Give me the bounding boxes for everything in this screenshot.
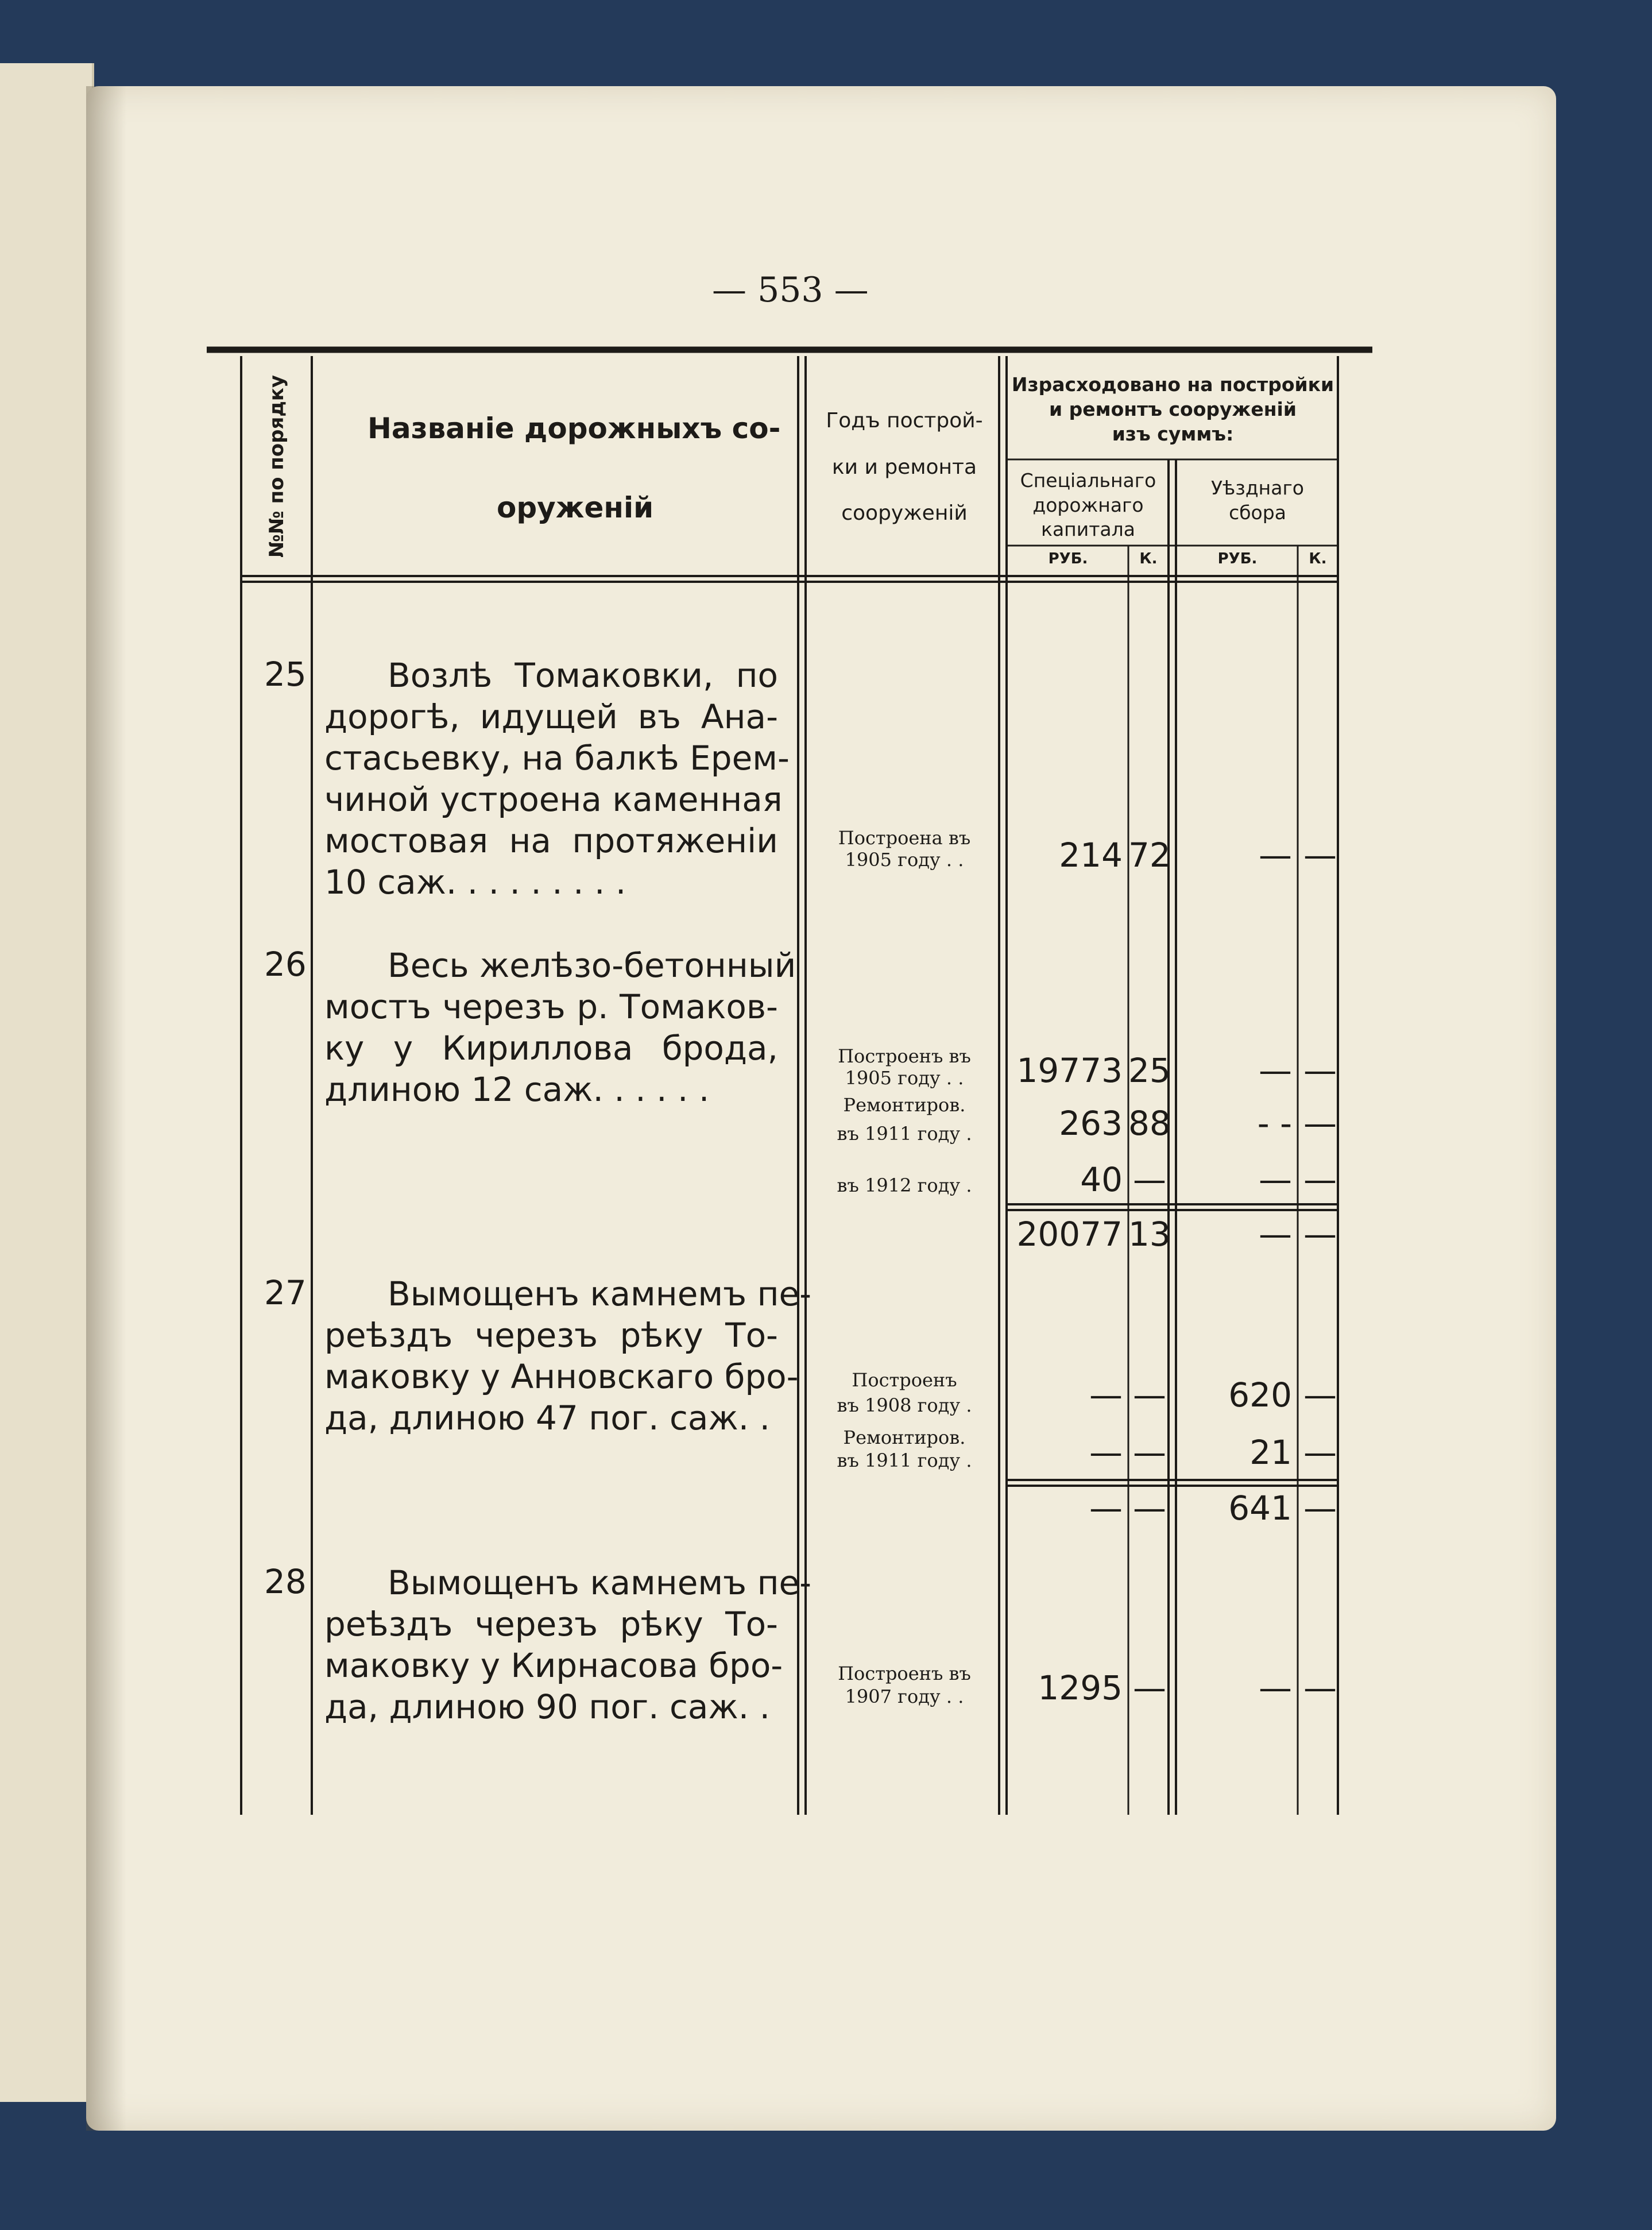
row-26-total-special-rub: 20077 xyxy=(1016,1215,1123,1254)
row-26-entry3-special-kop: — xyxy=(1133,1160,1166,1199)
row-27-number: 27 xyxy=(264,1273,307,1312)
page-number: — 553 — xyxy=(712,270,869,310)
row-27-name-line2: реѣздъ черезъ рѣку То- xyxy=(324,1316,778,1355)
header-rub-district: РУБ. xyxy=(1217,550,1258,567)
row-28-number: 28 xyxy=(264,1562,307,1601)
row-27-total-district-kop: — xyxy=(1303,1489,1337,1528)
row-26-entry3-year-line1: въ 1912 году . xyxy=(837,1174,972,1196)
row-26-entry3-district-kop: — xyxy=(1303,1160,1337,1199)
row-28-year-line2: 1907 году . . xyxy=(845,1686,964,1707)
row-25-name-line5: мостовая на протяженіи xyxy=(324,821,778,860)
row-27-name-line1: Вымощенъ камнемъ пе- xyxy=(388,1274,812,1313)
header-col-number: №№ по порядку xyxy=(265,374,288,558)
row-28-special-rub: 1295 xyxy=(1038,1668,1123,1707)
header-special-line3: капитала xyxy=(1041,518,1135,540)
row-25-name-line2: дорогѣ, идущей въ Ана- xyxy=(324,697,778,736)
header-col-year-line2: ки и ремонта xyxy=(831,455,977,479)
row-26-total-district-kop: — xyxy=(1303,1215,1337,1254)
row-27-entry2-district-kop: — xyxy=(1303,1433,1337,1472)
row-25-special-rub: 214 xyxy=(1059,836,1123,875)
row-27-total-district-rub: 641 xyxy=(1228,1489,1292,1528)
row-27-entry2-special-kop: — xyxy=(1133,1433,1166,1472)
row-26-entry1-district-rub: — xyxy=(1259,1051,1292,1090)
header-kop-special: К. xyxy=(1139,550,1158,567)
row-28-name-line2: реѣздъ черезъ рѣку То- xyxy=(324,1605,778,1644)
row-28-year-line1: Построенъ въ xyxy=(838,1663,971,1684)
row-27-entry1-district-rub: 620 xyxy=(1228,1375,1292,1414)
row-26-name-line4: длиною 12 саж. . . . . . xyxy=(324,1070,710,1109)
row-25-name-line4: чиной устроена каменная xyxy=(324,780,783,819)
row-27-entry1-special-kop: — xyxy=(1133,1375,1166,1414)
header-kop-district: К. xyxy=(1309,550,1327,567)
row-28-district-kop: — xyxy=(1303,1668,1337,1707)
row-26-entry1-special-kop: 25 xyxy=(1128,1051,1171,1090)
row-26-name-line1: Весь желѣзо-бетонный xyxy=(388,946,796,985)
row-25-name-line6: 10 саж. . . . . . . . . xyxy=(324,863,626,902)
header-spent-line2: и ремонтъ сооруженій xyxy=(1049,398,1297,420)
row-25-special-kop: 72 xyxy=(1128,836,1171,875)
header-district-line1: Уѣзднаго xyxy=(1211,477,1304,499)
row-27-entry2-year-line1: Ремонтиров. xyxy=(843,1427,966,1448)
header-special-line2: дорожнаго xyxy=(1032,494,1144,516)
row-26-entry1-year-line1: Построенъ въ xyxy=(838,1045,971,1067)
row-26-entry1-special-rub: 19773 xyxy=(1016,1051,1123,1090)
header-col-name-line1: Названіе дорожныхъ со- xyxy=(367,412,781,445)
row-25-number: 25 xyxy=(264,655,307,694)
row-26-entry2-special-rub: 263 xyxy=(1059,1104,1123,1143)
row-26-entry2-district-kop: — xyxy=(1303,1104,1337,1143)
row-25-district-rub: — xyxy=(1259,836,1292,875)
row-27-entry1-district-kop: — xyxy=(1303,1375,1337,1414)
row-27-entry1-year-line2: въ 1908 году . xyxy=(837,1394,972,1416)
header-col-year-line1: Годъ построй- xyxy=(826,409,983,432)
row-28-name-line4: да, длиною 90 пог. саж. . xyxy=(324,1687,771,1726)
row-27-total-special-rub: — xyxy=(1089,1489,1123,1528)
row-25-district-kop: — xyxy=(1303,836,1337,875)
row-28-name-line1: Вымощенъ камнемъ пе- xyxy=(388,1563,812,1602)
row-26-entry2-year-line2: въ 1911 году . xyxy=(837,1123,972,1145)
header-district-line2: сбора xyxy=(1229,501,1286,524)
row-27-name-line3: маковку у Анновскаго бро- xyxy=(324,1357,799,1396)
row-27-name-line4: да, длиною 47 пог. саж. . xyxy=(324,1398,771,1437)
row-27-entry2-district-rub: 21 xyxy=(1249,1433,1292,1472)
row-26-entry2-district-rub: - - xyxy=(1257,1104,1292,1143)
row-25-year-line1: Построена въ xyxy=(838,827,971,849)
row-28-district-rub: — xyxy=(1259,1668,1292,1707)
header-spent-line1: Израсходовано на постройки xyxy=(1011,373,1334,396)
row-27-entry2-special-rub: — xyxy=(1089,1433,1123,1472)
row-27-entry1-special-rub: — xyxy=(1089,1375,1123,1414)
row-28-special-kop: — xyxy=(1133,1668,1166,1707)
row-25-year-line2: 1905 году . . xyxy=(845,849,964,871)
row-26-entry2-year-line1: Ремонтиров. xyxy=(843,1094,966,1116)
row-26-name-line3: ку у Кириллова брода, xyxy=(324,1029,778,1068)
row-27-entry2-year-line2: въ 1911 году . xyxy=(837,1450,972,1471)
row-26-total-special-kop: 13 xyxy=(1128,1215,1171,1254)
row-27-entry1-year-line1: Построенъ xyxy=(852,1369,957,1391)
header-special-line1: Спеціальнаго xyxy=(1020,469,1156,492)
row-28-name-line3: маковку у Кирнасова бро- xyxy=(324,1646,783,1685)
row-26-entry2-special-kop: 88 xyxy=(1128,1104,1171,1143)
row-26-number: 26 xyxy=(264,945,307,984)
row-26-name-line2: мостъ черезъ р. Томаков- xyxy=(324,987,778,1026)
row-27-total-special-kop: — xyxy=(1133,1489,1166,1528)
row-25-name-line3: стасьевку, на балкѣ Ерем- xyxy=(324,739,790,778)
row-26-entry3-special-rub: 40 xyxy=(1080,1160,1123,1199)
row-25-name-line1: Возлѣ Томаковки, по xyxy=(388,656,778,695)
row-26-entry3-district-rub: — xyxy=(1259,1160,1292,1199)
header-spent-line3: изъ суммъ: xyxy=(1112,423,1234,445)
header-col-year-line3: сооруженій xyxy=(841,501,968,525)
header-rub-special: РУБ. xyxy=(1048,550,1088,567)
row-26-entry1-year-line2: 1905 году . . xyxy=(845,1067,964,1089)
header-col-name-line2: оруженій xyxy=(497,491,654,524)
row-26-total-district-rub: — xyxy=(1259,1215,1292,1254)
row-26-entry1-district-kop: — xyxy=(1303,1051,1337,1090)
